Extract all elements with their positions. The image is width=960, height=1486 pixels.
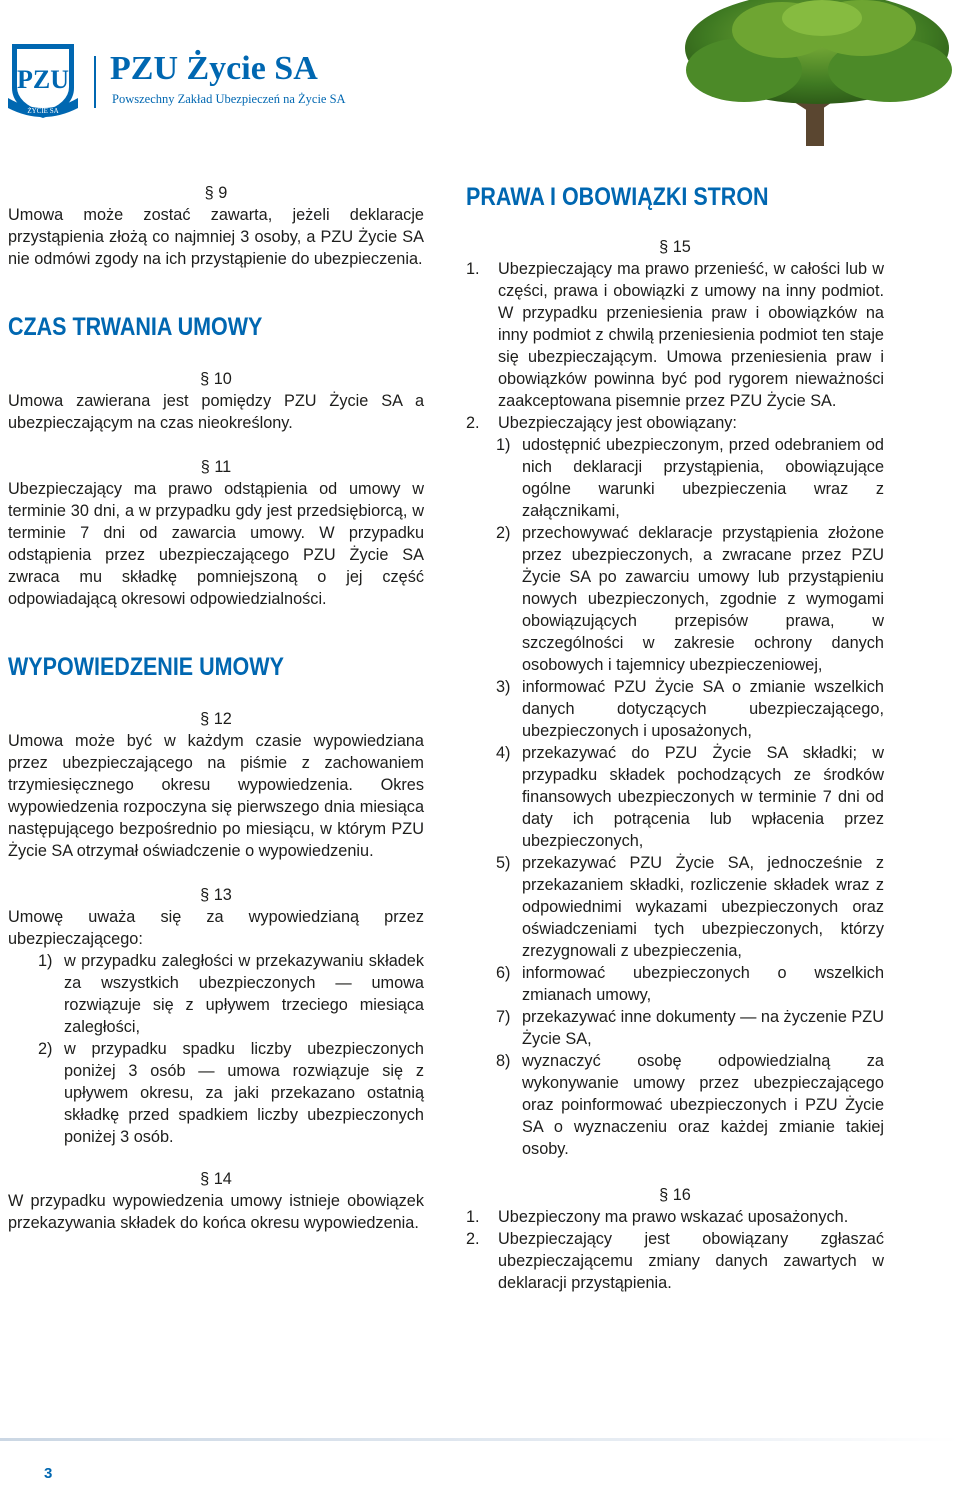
paragraph-13-label: § 13 [200,886,232,904]
list-item: 1) udostępnić ubezpieczonym, przed odebraniem od nich deklaracji przystąpienia, obowiązujące ogólne warunki ubezpieczenia wraz z załącznikami, [496,436,884,520]
heading-wypowiedzenie: WYPOWIEDZENIE UMOWY [8,653,284,681]
heading-czas-trwania: CZAS TRWANIA UMOWY [8,313,263,341]
paragraph-16-label: § 16 [659,1186,691,1204]
pzu-seal-logo [6,38,80,122]
paragraph-12-text: Umowa może być w każdym czasie wypowiedziana przez ubezpieczającego na piśmie z zachowaniem trzymiesięcznego okresu wypowiedzenia. Okres wypowiedzenia rozpoczyna się pierwszego dnia miesiąca następującego bezpośrednio po miesiącu, w którym PZU Życie SA otrzymał oświadczenie o wypowiedzeniu. [8,732,424,860]
paragraph-14-text: W przypadku wypowiedzenia umowy istnieje obowiązek przekazywania składek do końca okresu wypowiedzenia. [8,1192,424,1232]
paragraph-13-intro: Umowę uważa się za wypowiedzianą przez ubezpieczającego: [8,908,424,948]
brand-subtitle: Powszechny Zakład Ubezpieczeń na Życie SA [112,92,346,106]
list-item: 6) informować ubezpieczonych o wszelkich zmianach umowy, [496,964,884,1004]
paragraph-10-text: Umowa zawierana jest pomiędzy PZU Życie SA a ubezpieczającym na czas nieokreślony. [8,392,424,432]
paragraph-9-text: Umowa może zostać zawarta, jeżeli deklaracje przystąpienia złożą co najmniej 3 osoby, a PZU Życie SA nie odmówi zgody na ich przystąpienie do ubezpieczenia. [8,206,424,268]
heading-prawa-obowiazki: PRAWA I OBOWIĄZKI STRON [466,183,769,211]
page-header [0,0,960,140]
list-item: 5) przekazywać PZU Życie SA, jednocześnie z przekazaniem składki, rozliczenie składek wraz z odpowiednimi wykazami ubezpieczonych oraz oświadczeniami tych ubezpieczonych, którzy zrezygnowali z ubezpieczenia, [496,854,884,960]
list-item: 2. Ubezpieczający jest obowiązany zgłaszać ubezpieczającemu zmiany danych zawartych w deklaracji przystąpienia. [466,1230,884,1292]
page-number: 3 [44,1465,53,1482]
footer-divider [0,1438,960,1441]
paragraph-16-list [466,1206,884,1294]
svg-text:ŻYCIE SA: ŻYCIE SA [27,107,59,115]
list-item: 1) w przypadku zaległości w przekazywaniu składek za wszystkich ubezpieczonych — umowa rozwiązuje się z upływem trzeciego miesiąca zaległości, [38,952,424,1036]
list-item: 2. Ubezpieczający jest obowiązany: 1) udostępnić ubezpieczonym, przed odebraniem od nich deklaracji przystąpienia, obowiązujące ogólne warunki ubezpieczenia wraz z załącznikami, 2) przechowywać deklaracje przystąpienia złożone przez ubezpieczonych, a zwracane przez PZU Życie SA po zawarciu umowy lub przystąpieniu nowych ubezpieczonych, zgodnie z wymogami obowiązujących przepisów prawa, w szczególności w zakresie ochrony danych osobowych i tajemnicy ubezpieczeniowej, 3) informować PZU Życie SA o zmianie wszelkich danych dotyczących ubezpieczającego, ubezpieczonych i uposażonych, 4) przekazywać do PZU Życie SA składki; w przypadku składek pochodzących ze środków finansowych ubezpieczonych w terminie 7 dni od daty ich potrącenia lub wpłacenia przez ubezpieczonych, 5) przekazywać PZU Życie SA, jednocześnie z przekazaniem składki, rozliczenie składek wraz z odpowiednimi wykazami ubezpieczonych oraz oświadczeniami tych ubezpieczonych, którzy zrezygnowali z ubezpieczenia, 6) informować ubezpieczonych o wszelkich zmianach umowy, 7) przekazywać inne dokumenty — na życzenie PZU Życie SA, 8) wyznaczyć osobę odpowiedzialną za wykonywanie umowy przez ubezpieczającego oraz poinformować ubezpieczonych i PZU Życie SA o wyznaczeniu oraz każdej zmianie takiej osoby. [466,414,884,1158]
paragraph-10-label: § 10 [200,370,232,388]
paragraph-11-text: Ubezpieczający ma prawo odstąpienia od umowy w terminie 30 dni, a w przypadku gdy jest przedsiębiorcą, w terminie 7 dni od zawarcia umowy. W przypadku odstąpienia przez ubezpieczającego PZU Życie SA zwraca mu składkę pomniejszoną o jej część odpowiadającą okresowi odpowiedzialności. [8,480,424,608]
list-item: 2) w przypadku spadku liczby ubezpieczonych poniżej 3 osób — umowa rozwiązuje się z upływem okresu, za jaki przekazano ostatnią składkę przed spadkiem liczby ubezpieczonych poniżej 3 osób. [38,1040,424,1146]
right-column [466,180,884,1294]
left-column [8,180,424,1234]
list-item: 7) przekazywać inne dokumenty — na życzenie PZU Życie SA, [496,1008,884,1048]
paragraph-14-label: § 14 [200,1170,232,1188]
paragraph-11-label: § 11 [200,458,232,476]
paragraph-15-label: § 15 [659,238,691,256]
list-item: 1. Ubezpieczony ma prawo wskazać uposażonych. [466,1208,849,1226]
paragraph-15-list [466,258,884,1160]
obligations-list [466,434,884,1160]
paragraph-12-label: § 12 [200,710,232,728]
brand-name: PZU Życie SA [110,50,318,87]
svg-text:PZU: PZU [17,65,69,94]
brand-divider [94,56,96,108]
paragraph-13-list [8,950,424,1148]
tree-image [672,0,960,146]
list-item: 1. Ubezpieczający ma prawo przenieść, w całości lub w części, prawa i obowiązki z umowy na inny podmiot. W przypadku przeniesienia praw i obowiązków na inny podmiot z chwilą przeniesienia podmiot ten staje się ubezpieczającym. Umowa przeniesienia praw i obowiązków powinna być pod rygorem nieważności zaakceptowana pisemnie przez PZU Życie SA. [466,260,884,410]
list-item: 3) informować PZU Życie SA o zmianie wszelkich danych dotyczących ubezpieczającego, ubezpieczonych i uposażonych, [496,678,884,740]
list-item: 4) przekazywać do PZU Życie SA składki; w przypadku składek pochodzących ze środków finansowych ubezpieczonych w terminie 7 dni od daty ich potrącenia lub wpłacenia przez ubezpieczonych, [496,744,884,850]
list-item: 8) wyznaczyć osobę odpowiedzialną za wykonywanie umowy przez ubezpieczającego oraz poinformować ubezpieczonych i PZU Życie SA o wyznaczeniu oraz każdej zmianie takiej osoby. [496,1052,884,1158]
paragraph-9-label: § 9 [204,184,228,202]
list-item: 2) przechowywać deklaracje przystąpienia złożone przez ubezpieczonych, a zwracane przez PZU Życie SA po zawarciu umowy lub przystąpieniu nowych ubezpieczonych, zgodnie z wymogami obowiązujących przepisów prawa, w szczególności w zakresie ochrony danych osobowych i tajemnicy ubezpieczeniowej, [496,524,884,674]
